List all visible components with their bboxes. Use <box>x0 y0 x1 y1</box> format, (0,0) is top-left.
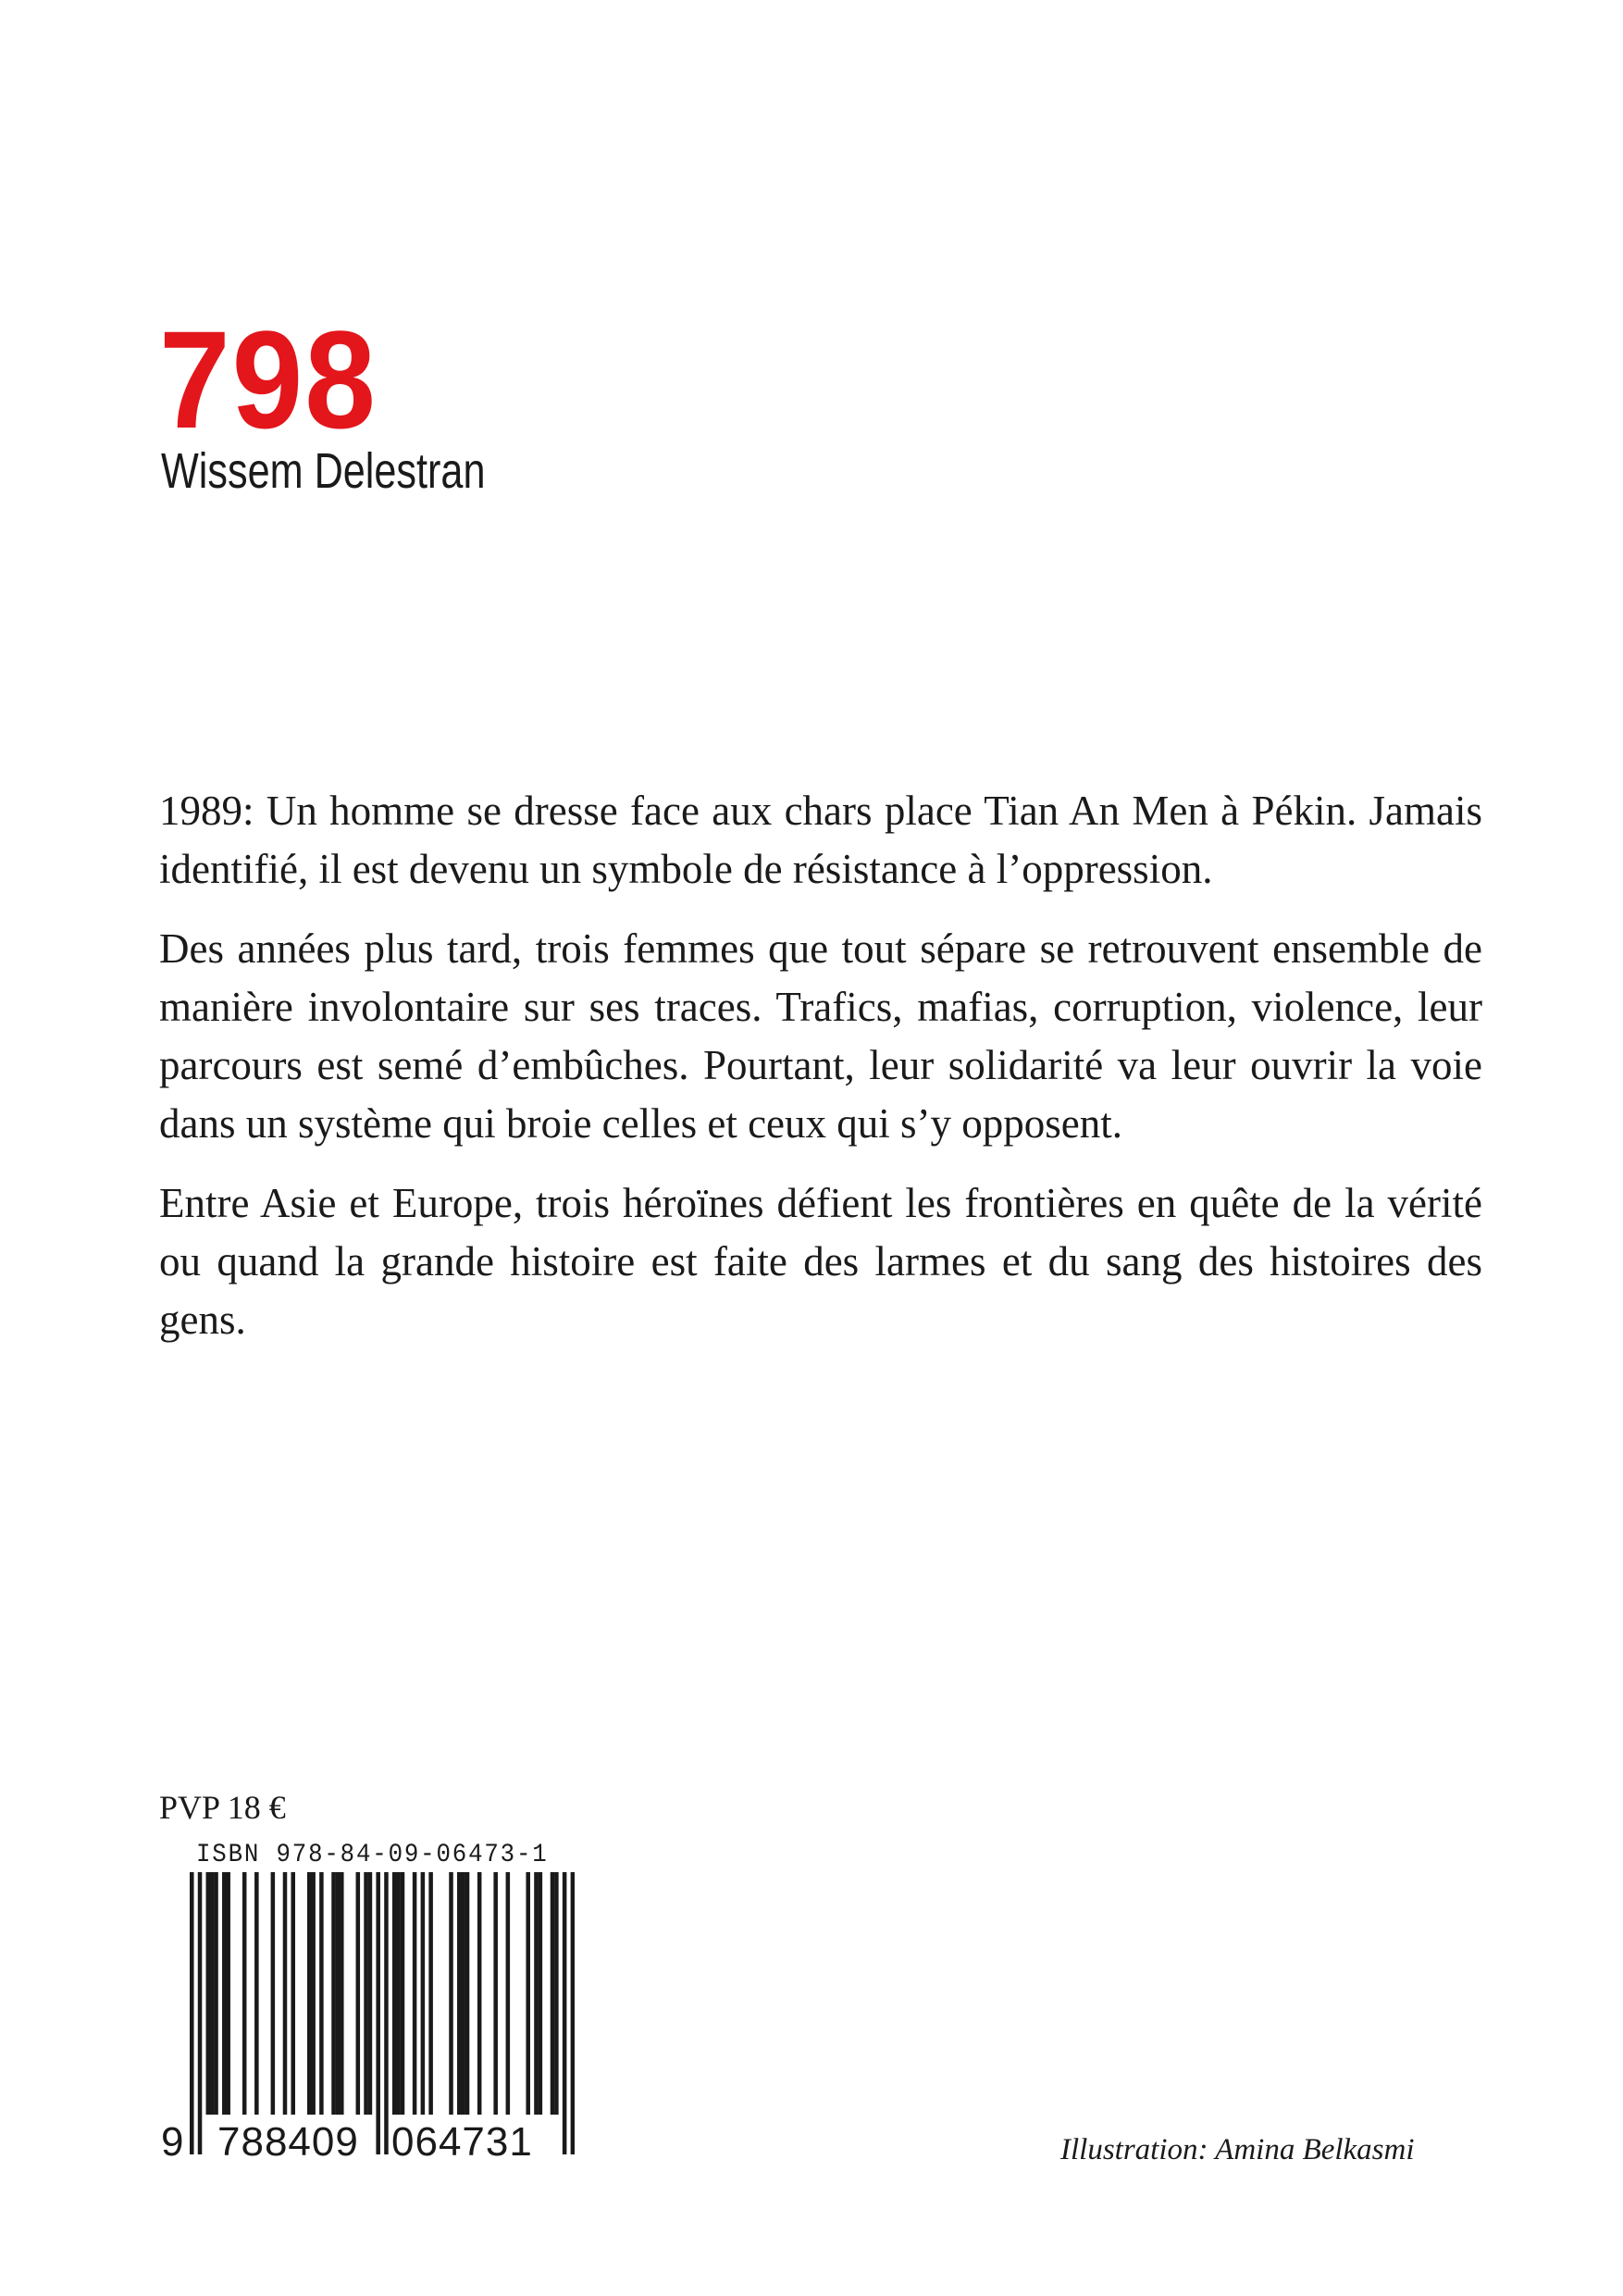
barcode-bar <box>461 1872 465 2115</box>
barcode-bar <box>319 1872 324 2115</box>
barcode-bar <box>563 1872 567 2154</box>
barcode-bar <box>401 1872 405 2115</box>
barcode-bar <box>539 1872 543 2115</box>
book-title: 798 <box>159 302 378 457</box>
barcode-bar <box>206 1872 211 2115</box>
barcode-bar <box>465 1872 470 2115</box>
barcode-bar <box>340 1872 344 2115</box>
blurb-paragraph: Des années plus tard, trois femmes que tout sépare se retrouvent ensemble de manière involontaire sur ses traces. Trafics, mafias, corruption, violence, leur parcours est semé d’embûches. Pourtant, leur solidarité va leur ouvrir la voie dans un système qui broie celles et ceux qui s’y opposent. <box>159 925 1482 1147</box>
barcode-bar <box>457 1872 462 2115</box>
illustration-credit: Illustration: Amina Belkasmi <box>1060 2133 1415 2166</box>
barcode-bar <box>271 1872 276 2115</box>
barcode-bar <box>190 1872 194 2154</box>
barcode-bar <box>392 1872 397 2115</box>
barcode-bar <box>291 1872 295 2115</box>
barcode-bar <box>254 1872 259 2115</box>
barcode-bar <box>198 1872 203 2154</box>
blurb-paragraph: 1989: Un homme se dresse face aux chars place Tian An Men à Pékin. Jamais identifié, il est devenu un symbole de résistance à l’oppression. <box>159 788 1482 892</box>
barcode-bar <box>356 1872 361 2115</box>
book-author: Wissem Delestran <box>161 443 486 499</box>
barcode-bar <box>311 1872 316 2115</box>
barcode-bar <box>214 1872 218 2115</box>
barcode-bar <box>283 1872 288 2115</box>
barcode-bar <box>210 1872 215 2115</box>
barcode-bar <box>428 1872 433 2115</box>
barcode-bar <box>307 1872 312 2115</box>
barcode-bar <box>571 1872 575 2154</box>
barcode-bar <box>413 1872 417 2115</box>
barcode-bar <box>506 1872 511 2115</box>
barcode-bar <box>534 1872 539 2115</box>
barcode-bar <box>554 1872 559 2115</box>
back-cover-blurb <box>159 782 1482 1371</box>
barcode-bar <box>477 1872 482 2115</box>
barcode-bar <box>384 1872 389 2154</box>
barcode-bar <box>493 1872 498 2115</box>
barcode-bar <box>222 1872 227 2115</box>
barcode-bar <box>336 1872 341 2115</box>
barcode-icon <box>190 1872 575 2154</box>
barcode-digits-left: 788409 <box>217 2119 359 2165</box>
barcode-bar <box>364 1872 368 2115</box>
isbn-label: ISBN 978-84-09-06473-1 <box>196 1841 549 1869</box>
barcode-digit-prefix: 9 <box>161 2119 185 2165</box>
barcode-bar <box>368 1872 373 2115</box>
barcode-bar <box>331 1872 336 2115</box>
barcode-bar <box>242 1872 247 2115</box>
barcode-bar <box>551 1872 555 2115</box>
barcode-bar <box>421 1872 426 2115</box>
barcode-bar <box>376 1872 380 2154</box>
price-label: PVP 18 € <box>159 1789 286 1826</box>
barcode-bar <box>526 1872 530 2115</box>
barcode-bar <box>449 1872 453 2115</box>
barcode-bar <box>226 1872 230 2115</box>
barcode-bar <box>396 1872 401 2115</box>
barcode-digits-right: 064731 <box>391 2119 533 2165</box>
blurb-paragraph: Entre Asie et Europe, trois héroïnes défient les frontières en quête de la vérité ou quand la grande histoire est faite des larmes et du sang des histoires des gens. <box>159 1180 1482 1343</box>
